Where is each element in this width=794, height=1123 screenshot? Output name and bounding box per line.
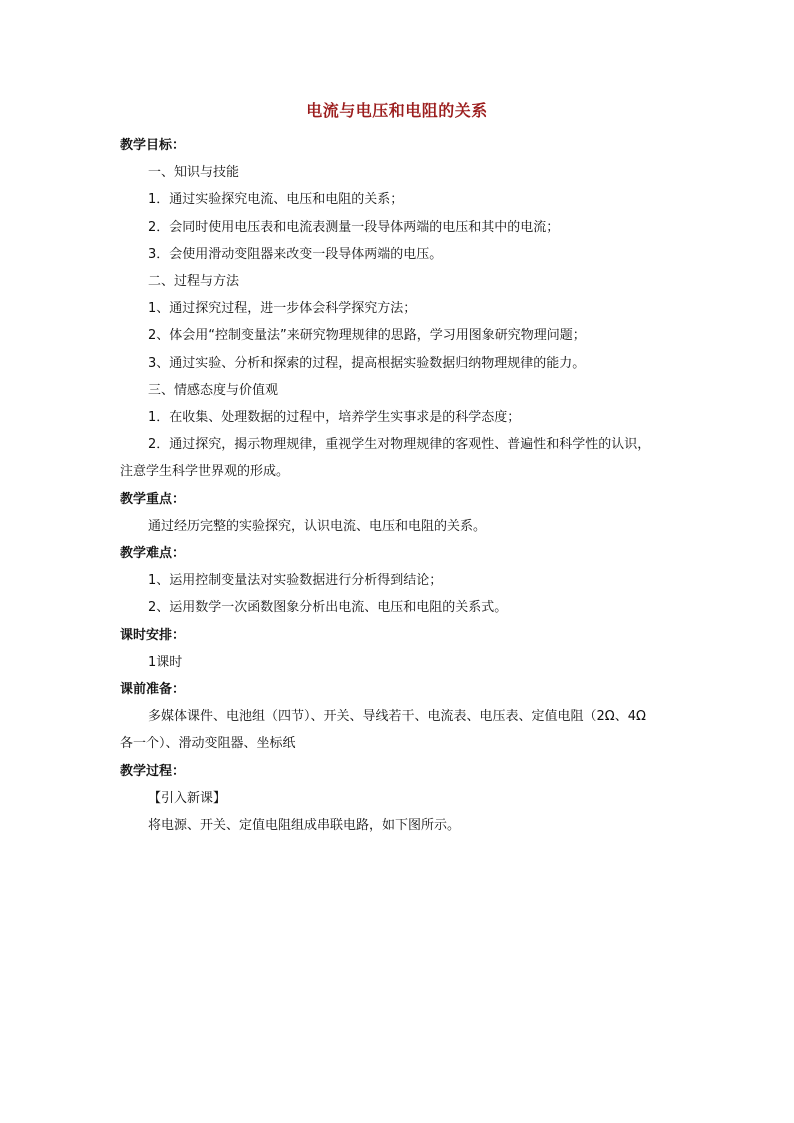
text-line: 2、运用数学一次函数图象分析出电流、电压和电阻的关系式。 <box>148 600 508 616</box>
document-title: 电流与电压和电阻的关系 <box>306 101 488 120</box>
section-heading: 课前准备： <box>120 682 186 697</box>
text-line: 通过经历完整的实验探究，认识电流、电压和电阻的关系。 <box>148 518 487 534</box>
text-line: 3．会使用滑动变阻器来改变一段导体两端的电压。 <box>148 246 443 262</box>
text-line: 多媒体课件、电池组（四节）、开关、导线若干、电流表、电压表、定值电阻（2Ω、4Ω <box>148 709 646 725</box>
text-line: 3、通过实验、分析和探索的过程，提高根据实验数据归纳物理规律的能力。 <box>148 355 586 371</box>
text-line: 三、情感态度与价值观 <box>148 382 279 398</box>
text-line: 一、知识与技能 <box>148 165 240 181</box>
text-line: 1、运用控制变量法对实验数据进行分析得到结论； <box>148 573 443 589</box>
section-heading: 教学目标： <box>120 138 186 153</box>
text-line: 2．会同时使用电压表和电流表测量一段导体两端的电压和其中的电流； <box>148 219 560 235</box>
text-line: 2、体会用“控制变量法”来研究物理规律的思路，学习用图象研究物理问题； <box>148 328 586 344</box>
text-line: 二、过程与方法 <box>148 274 240 289</box>
section-heading: 教学重点： <box>120 491 186 507</box>
text-line: 各一个）、滑动变阻器、坐标纸 <box>120 736 296 752</box>
text-line: 注意学生科学世界观的形成。 <box>120 464 290 480</box>
text-line: 【引入新课】 <box>148 790 227 806</box>
text-line: 2．通过探究，揭示物理规律，重视学生对物理规律的客观性、普遍性和科学性的认识， <box>148 437 651 453</box>
section-heading: 教学难点： <box>120 546 186 561</box>
section-heading: 课时安排： <box>120 627 186 643</box>
text-line: 1．在收集、处理数据的过程中，培养学生实事求是的科学态度； <box>148 410 521 425</box>
section-heading: 教学过程： <box>120 763 186 779</box>
text-line: 1、通过探究过程，进一步体会科学探究方法； <box>148 301 417 317</box>
text-line: 1．通过实验探究电流、电压和电阻的关系； <box>148 192 404 208</box>
text-line: 将电源、开关、定值电阻组成串联电路，如下图所示。 <box>148 818 461 833</box>
text-line: 1课时 <box>148 654 183 670</box>
